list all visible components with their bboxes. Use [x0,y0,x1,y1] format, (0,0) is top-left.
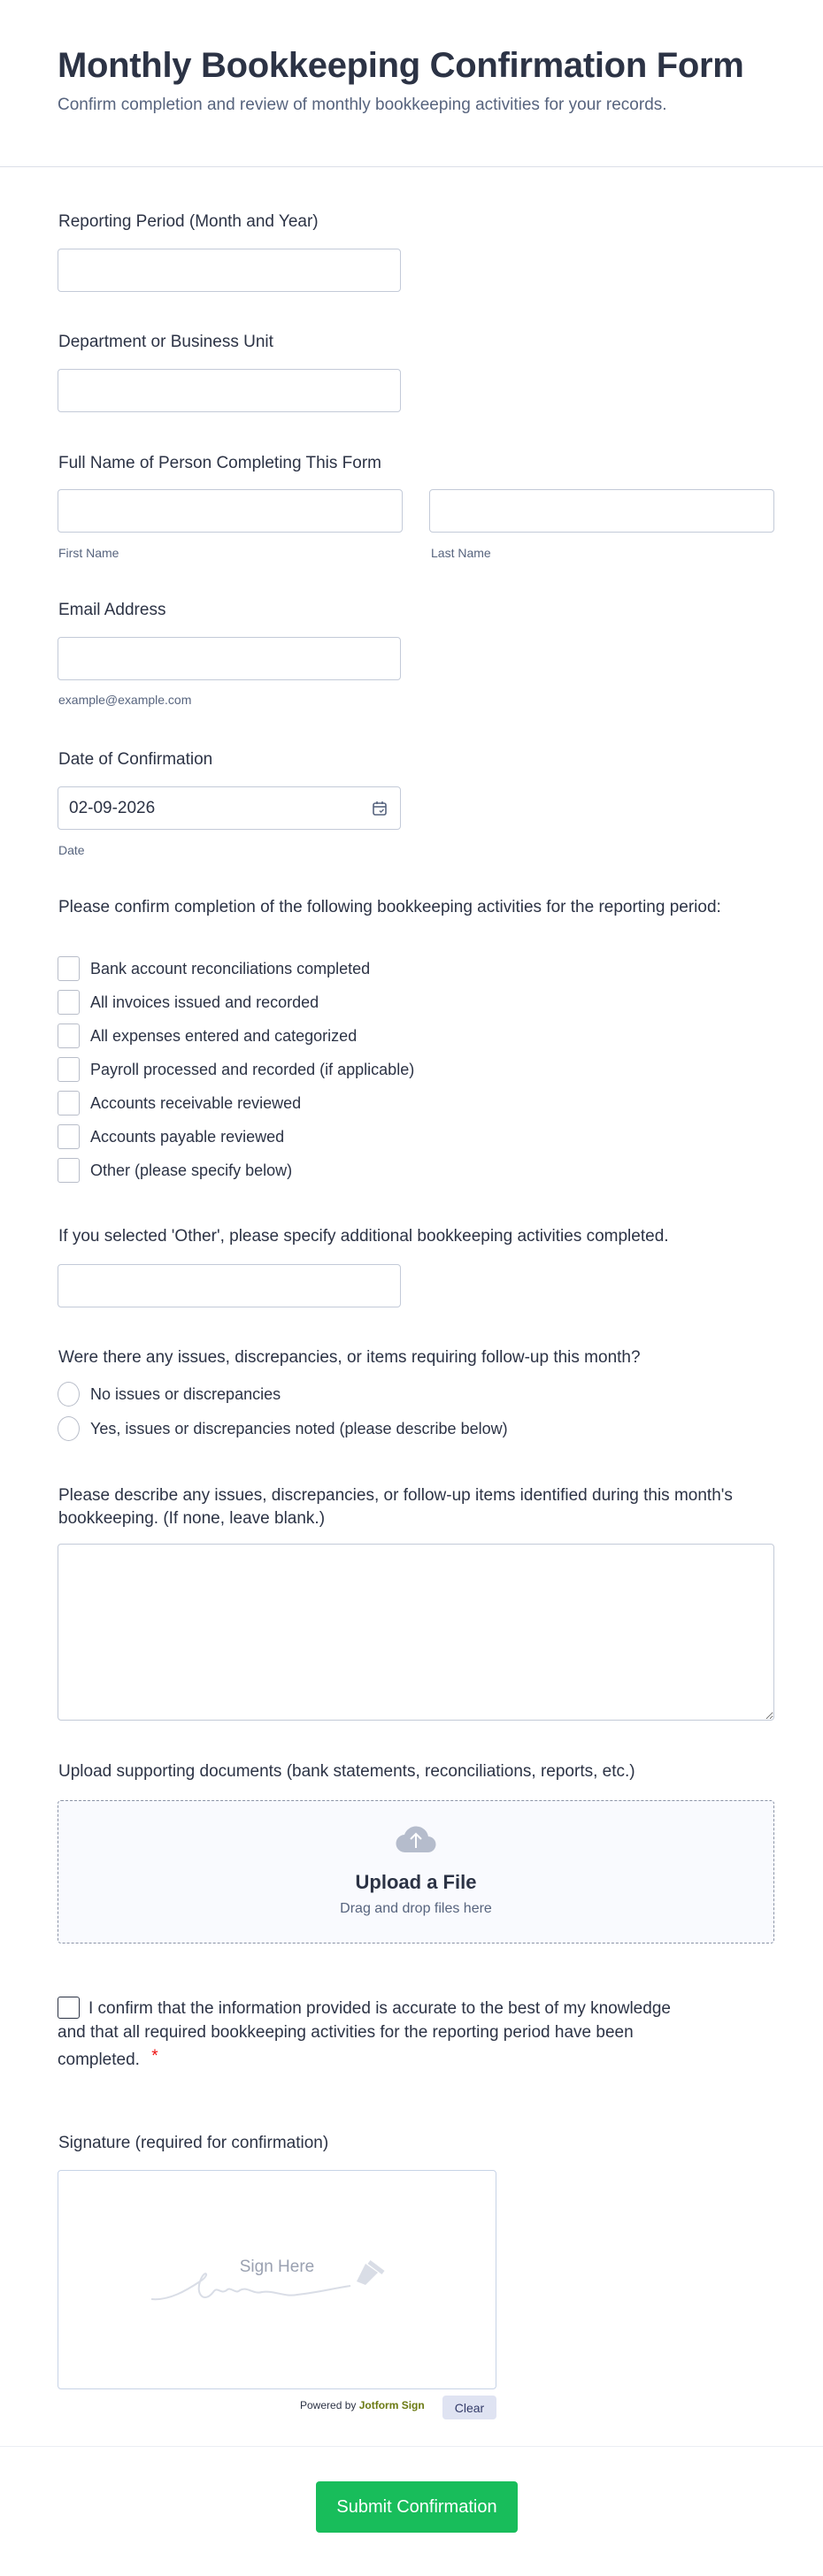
checkbox[interactable] [58,1057,80,1082]
option-label: Accounts payable reviewed [90,1127,285,1146]
option-label: Payroll processed and recorded (if applicable) [90,1060,415,1078]
last-name-input[interactable] [429,489,774,533]
clear-signature-button[interactable]: Clear [442,2396,496,2419]
activity-option[interactable] [58,1024,357,1047]
signature-label: Signature (required for confirmation) [58,2134,329,2152]
checkbox[interactable] [58,990,80,1015]
powered-by [300,2399,425,2411]
option-label: Bank account reconciliations completed [90,959,371,978]
activity-option[interactable] [58,991,319,1014]
department-label: Department or Business Unit [58,333,273,351]
activity-option[interactable] [58,1125,284,1148]
powered-by-text: Powered by [300,2399,357,2411]
last-name-sublabel: Last Name [431,546,491,560]
cloud-upload-icon [395,1824,437,1854]
activity-option[interactable] [58,1159,292,1182]
required-asterisk: * [151,2047,158,2066]
upload-title: Upload a File [355,1871,477,1893]
option-label: Yes, issues or discrepancies noted (please describe below) [90,1419,508,1438]
other-input[interactable] [58,1264,401,1307]
footer-divider [0,2446,823,2447]
option-label: Other (please specify below) [90,1161,293,1179]
option-label: Accounts receivable reviewed [90,1093,302,1112]
checkbox[interactable] [58,1024,80,1048]
describe-label: Please describe any issues, discrepancies, or follow-up items identified during this month's bookkeeping. (If none, leave blank.) [58,1486,733,1528]
submit-button[interactable]: Submit Confirmation [316,2481,518,2533]
upload-hint: Drag and drop files here [340,1901,492,1916]
upload-dropzone[interactable] [58,1800,774,1944]
sign-here-placeholder: Sign Here [239,2258,315,2276]
issues-label: Were there any issues, discrepancies, or items requiring follow-up this month? [58,1348,641,1367]
activity-option[interactable] [58,957,370,980]
header-divider [0,166,823,167]
full-name-label: Full Name of Person Completing This Form [58,454,381,472]
jotform-sign-brand[interactable]: Jotform Sign [358,2399,425,2411]
date-value: 02-09-2026 [69,798,156,817]
upload-label: Upload supporting documents (bank statements, reconciliations, reports, etc.) [58,1762,635,1781]
radio[interactable] [58,1382,80,1407]
option-label: All invoices issued and recorded [90,993,319,1011]
first-name-sublabel: First Name [58,546,119,560]
option-label: All expenses entered and categorized [90,1026,358,1045]
radio[interactable] [58,1416,80,1441]
form-subtitle: Confirm completion and review of monthly bookkeeping activities for your records. [58,96,667,114]
reporting-period-input[interactable] [58,249,401,292]
checkbox[interactable] [58,1091,80,1116]
confirm-checkbox[interactable] [58,1997,80,2019]
confirm-text: I confirm that the information provided is accurate to the best of my knowledge and that all required bookkeeping activities for the reporting period have been completed. [58,1999,671,2069]
issues-option[interactable] [58,1417,508,1440]
other-label: If you selected 'Other', please specify additional bookkeeping activities completed. [58,1227,669,1246]
email-input[interactable] [58,637,401,680]
reporting-period-label: Reporting Period (Month and Year) [58,212,319,231]
describe-textarea[interactable] [58,1544,774,1721]
activity-option[interactable] [58,1092,301,1115]
first-name-input[interactable] [58,489,403,533]
date-sublabel: Date [58,843,85,857]
email-sublabel: example@example.com [58,693,192,707]
department-input[interactable] [58,369,401,412]
email-label: Email Address [58,601,166,619]
date-input[interactable] [58,786,401,830]
checkbox[interactable] [58,1124,80,1149]
calendar-icon[interactable] [372,801,388,816]
activity-option[interactable] [58,1058,414,1081]
signature-pad[interactable] [58,2170,496,2389]
issues-option[interactable] [58,1383,281,1406]
checkbox[interactable] [58,956,80,981]
form-title: Monthly Bookkeeping Confirmation Form [58,46,744,85]
checkbox[interactable] [58,1158,80,1183]
signature-pen-icon [151,2255,417,2317]
confirm-field [58,1997,677,2072]
date-label: Date of Confirmation [58,750,213,769]
option-label: No issues or discrepancies [90,1384,281,1403]
activities-label: Please confirm completion of the following bookkeeping activities for the reporting period: [58,898,721,916]
